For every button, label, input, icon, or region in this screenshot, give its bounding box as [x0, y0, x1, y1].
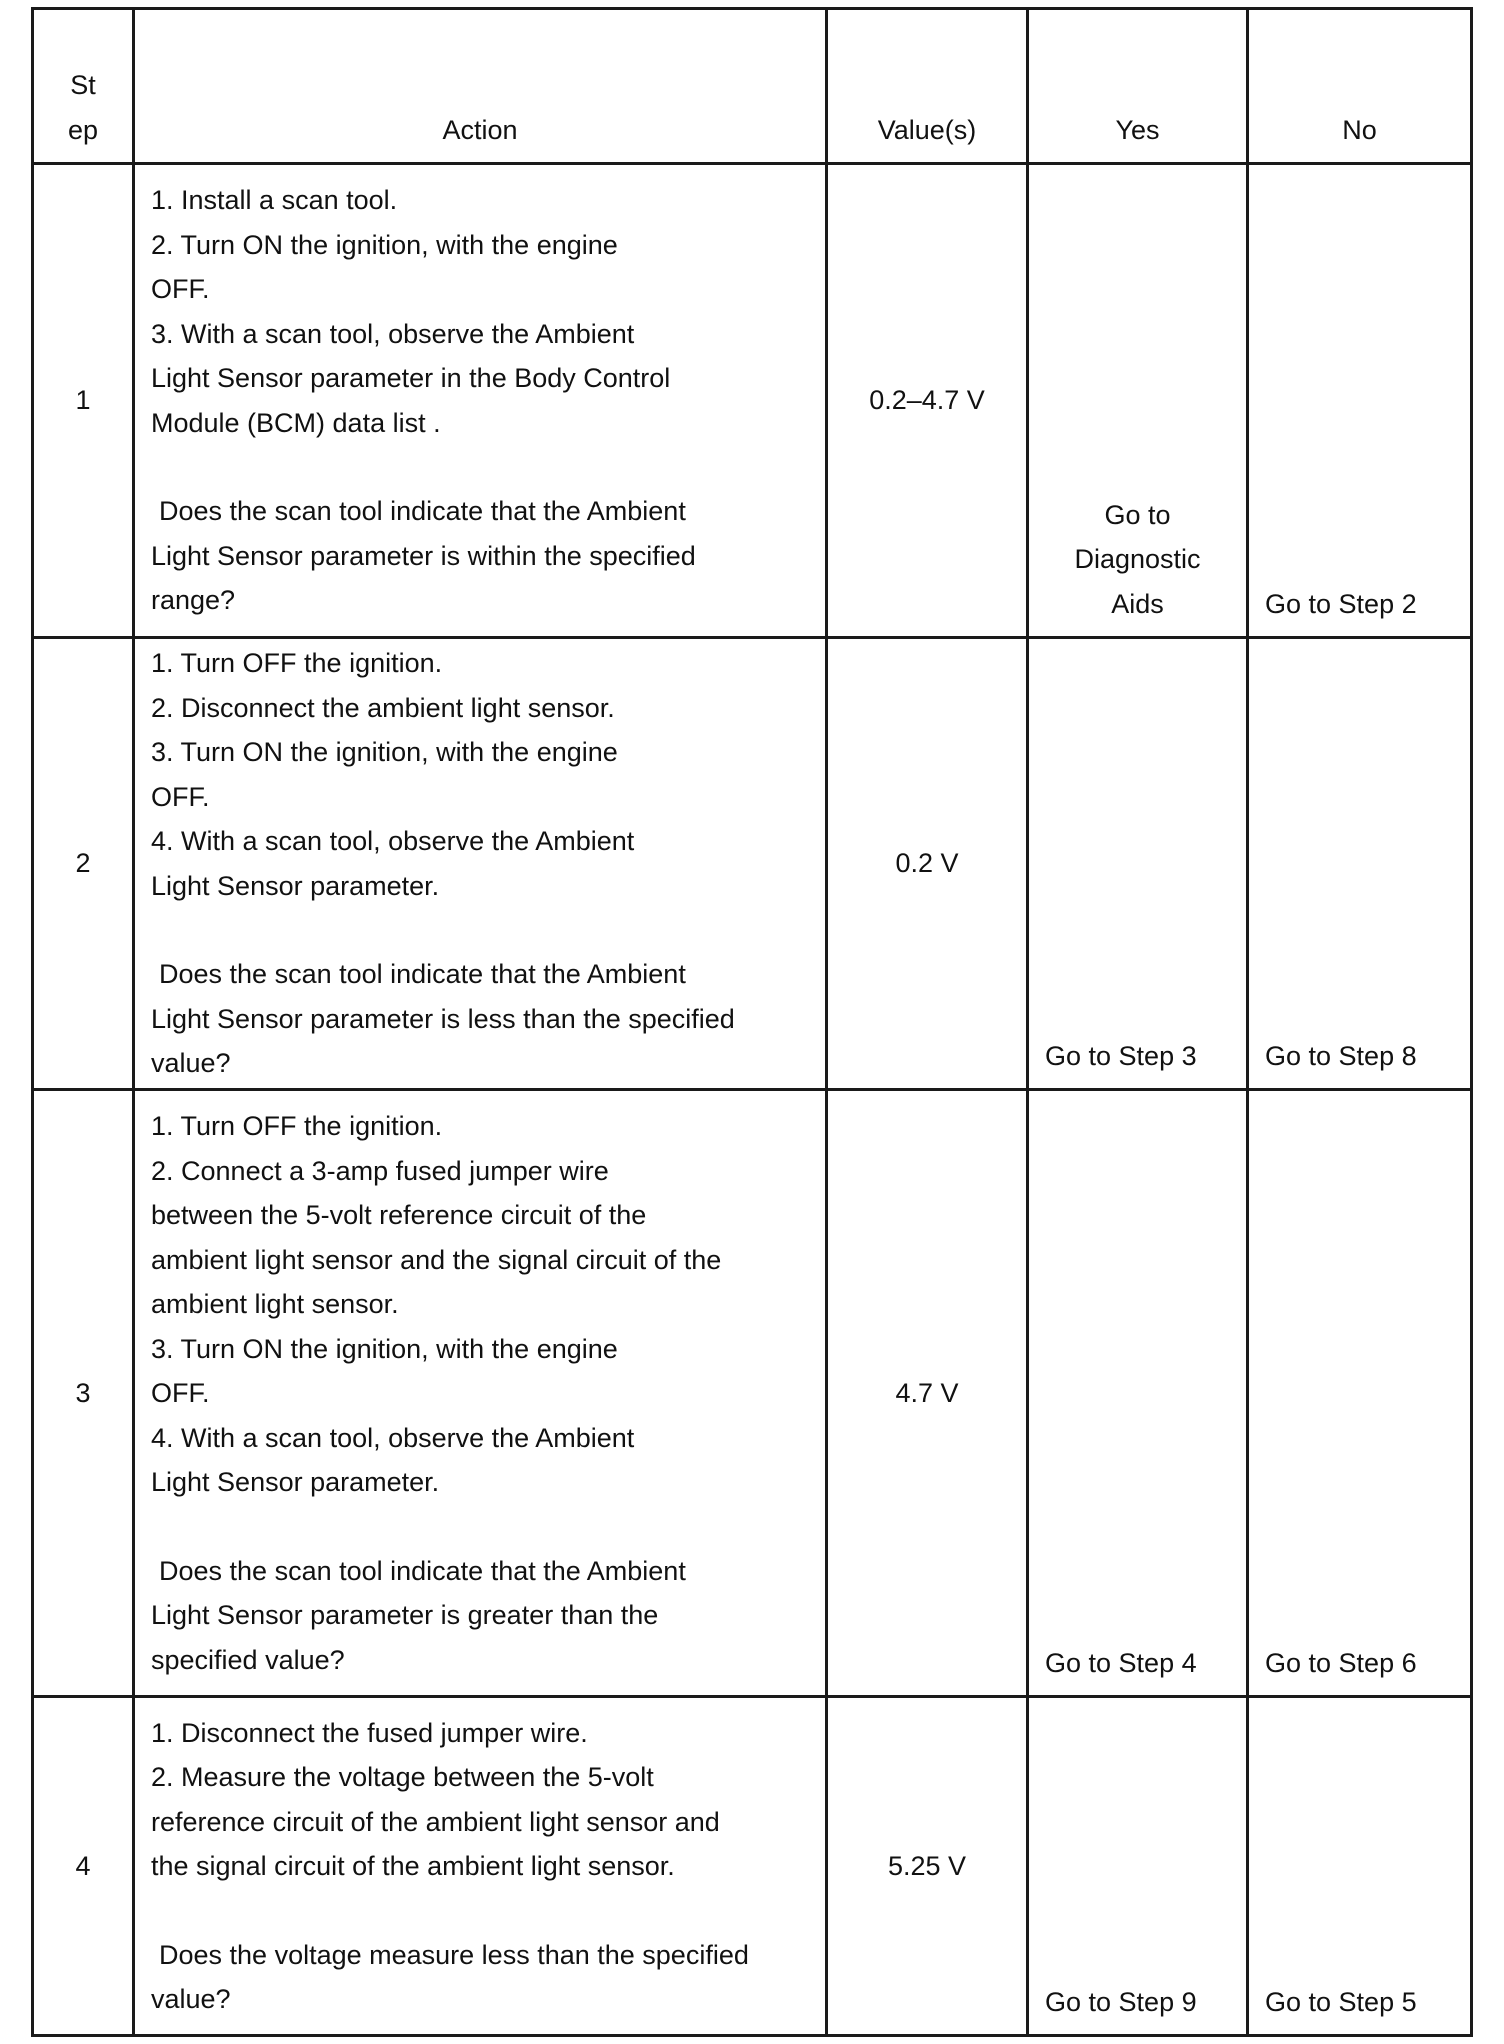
action-line: ambient light sensor. [151, 1289, 399, 1319]
action-line: OFF. [151, 1378, 210, 1408]
yes-cell [1028, 1090, 1248, 1697]
value-cell: 5.25 V [827, 1697, 1028, 2036]
step-number: 3 [33, 1090, 134, 1697]
question-line: Does the scan tool indicate that the Ambient [159, 496, 686, 527]
table-row [33, 1090, 1472, 1697]
action-line: 4. With a scan tool, observe the Ambient [151, 1422, 635, 1453]
yes-line: Go to Step 4 [1045, 1647, 1197, 1678]
action-line: Module (BCM) data list . [151, 407, 441, 438]
action-question [151, 1933, 809, 2022]
yes-line: Diagnostic [1074, 544, 1201, 574]
no-cell: Go to Step 2 [1248, 164, 1472, 638]
yes-line: Go to Step 9 [1045, 1986, 1197, 2017]
action-line: between the 5-volt reference circuit of the [151, 1200, 647, 1230]
header-values: Value(s) [827, 9, 1028, 164]
no-cell: Go to Step 8 [1248, 638, 1472, 1090]
diagnostic-table [31, 7, 1473, 2037]
action-line: Light Sensor parameter. [151, 870, 440, 901]
question-line: value? [151, 1984, 231, 2014]
header-row [33, 9, 1472, 164]
action-line: ambient light sensor and the signal circuit of the [151, 1244, 722, 1275]
question-line: Light Sensor parameter is within the specified [151, 540, 696, 571]
header-step-line2: ep [67, 114, 99, 145]
action-line: 1. Disconnect the fused jumper wire. [151, 1717, 588, 1748]
question-line: Does the scan tool indicate that the Ambient [159, 1555, 686, 1586]
action-line: 4. With a scan tool, observe the Ambient [151, 826, 635, 857]
question-line: value? [151, 1048, 231, 1079]
action-line: 2. Measure the voltage between the 5-volt [151, 1762, 654, 1792]
yes-cell [1028, 164, 1248, 638]
yes-cell [1028, 638, 1248, 1090]
question-line: Light Sensor parameter is greater than the [151, 1600, 659, 1630]
header-yes: Yes [1028, 9, 1248, 164]
action-line: 3. Turn ON the ignition, with the engine [151, 737, 618, 768]
value-cell: 0.2–4.7 V [827, 164, 1028, 638]
action-question [151, 489, 809, 623]
action-line: 3. Turn ON the ignition, with the engine [151, 1333, 618, 1364]
table-row [33, 638, 1472, 1090]
action-line: 2. Disconnect the ambient light sensor. [151, 692, 615, 723]
header-step [33, 9, 134, 164]
step-number: 4 [33, 1697, 134, 2036]
question-line: Light Sensor parameter is less than the specified [151, 1003, 735, 1034]
header-action: Action [134, 9, 827, 164]
action-line: 1. Turn OFF the ignition. [151, 648, 443, 679]
yes-line: Go to [1104, 499, 1171, 530]
question-line: Does the scan tool indicate that the Ambient [159, 959, 686, 990]
action-line: Light Sensor parameter. [151, 1467, 440, 1497]
question-line: range? [151, 585, 236, 616]
step-number: 1 [33, 164, 134, 638]
action-question [151, 1549, 809, 1683]
action-line: 1. Install a scan tool. [151, 185, 398, 216]
action-line: 3. With a scan tool, observe the Ambient [151, 318, 635, 349]
header-step-line1: St [70, 70, 96, 100]
question-line: specified value? [151, 1644, 345, 1675]
action-line: OFF. [151, 274, 210, 305]
yes-line: Aids [1111, 588, 1164, 619]
no-cell: Go to Step 6 [1248, 1090, 1472, 1697]
table-row [33, 164, 1472, 638]
action-line: 2. Connect a 3-amp fused jumper wire [151, 1155, 609, 1186]
header-no: No [1248, 9, 1472, 164]
action-cell [134, 1090, 827, 1697]
action-line: 1. Turn OFF the ignition. [151, 1111, 443, 1141]
action-line: 2. Turn ON the ignition, with the engine [151, 229, 618, 260]
action-question [151, 952, 809, 1086]
action-cell [134, 164, 827, 638]
yes-cell [1028, 1697, 1248, 2036]
action-line: Light Sensor parameter in the Body Control [151, 363, 671, 394]
yes-line: Go to Step 3 [1045, 1040, 1197, 1071]
question-line: Does the voltage measure less than the specified [159, 1939, 749, 1970]
action-cell [134, 1697, 827, 2036]
action-line: reference circuit of the ambient light sensor and [151, 1806, 720, 1837]
action-line: OFF. [151, 781, 210, 812]
action-line: the signal circuit of the ambient light sensor. [151, 1851, 675, 1881]
value-cell: 4.7 V [827, 1090, 1028, 1697]
action-cell [134, 638, 827, 1090]
no-cell: Go to Step 5 [1248, 1697, 1472, 2036]
step-number: 2 [33, 638, 134, 1090]
value-cell: 0.2 V [827, 638, 1028, 1090]
table-row [33, 1697, 1472, 2036]
